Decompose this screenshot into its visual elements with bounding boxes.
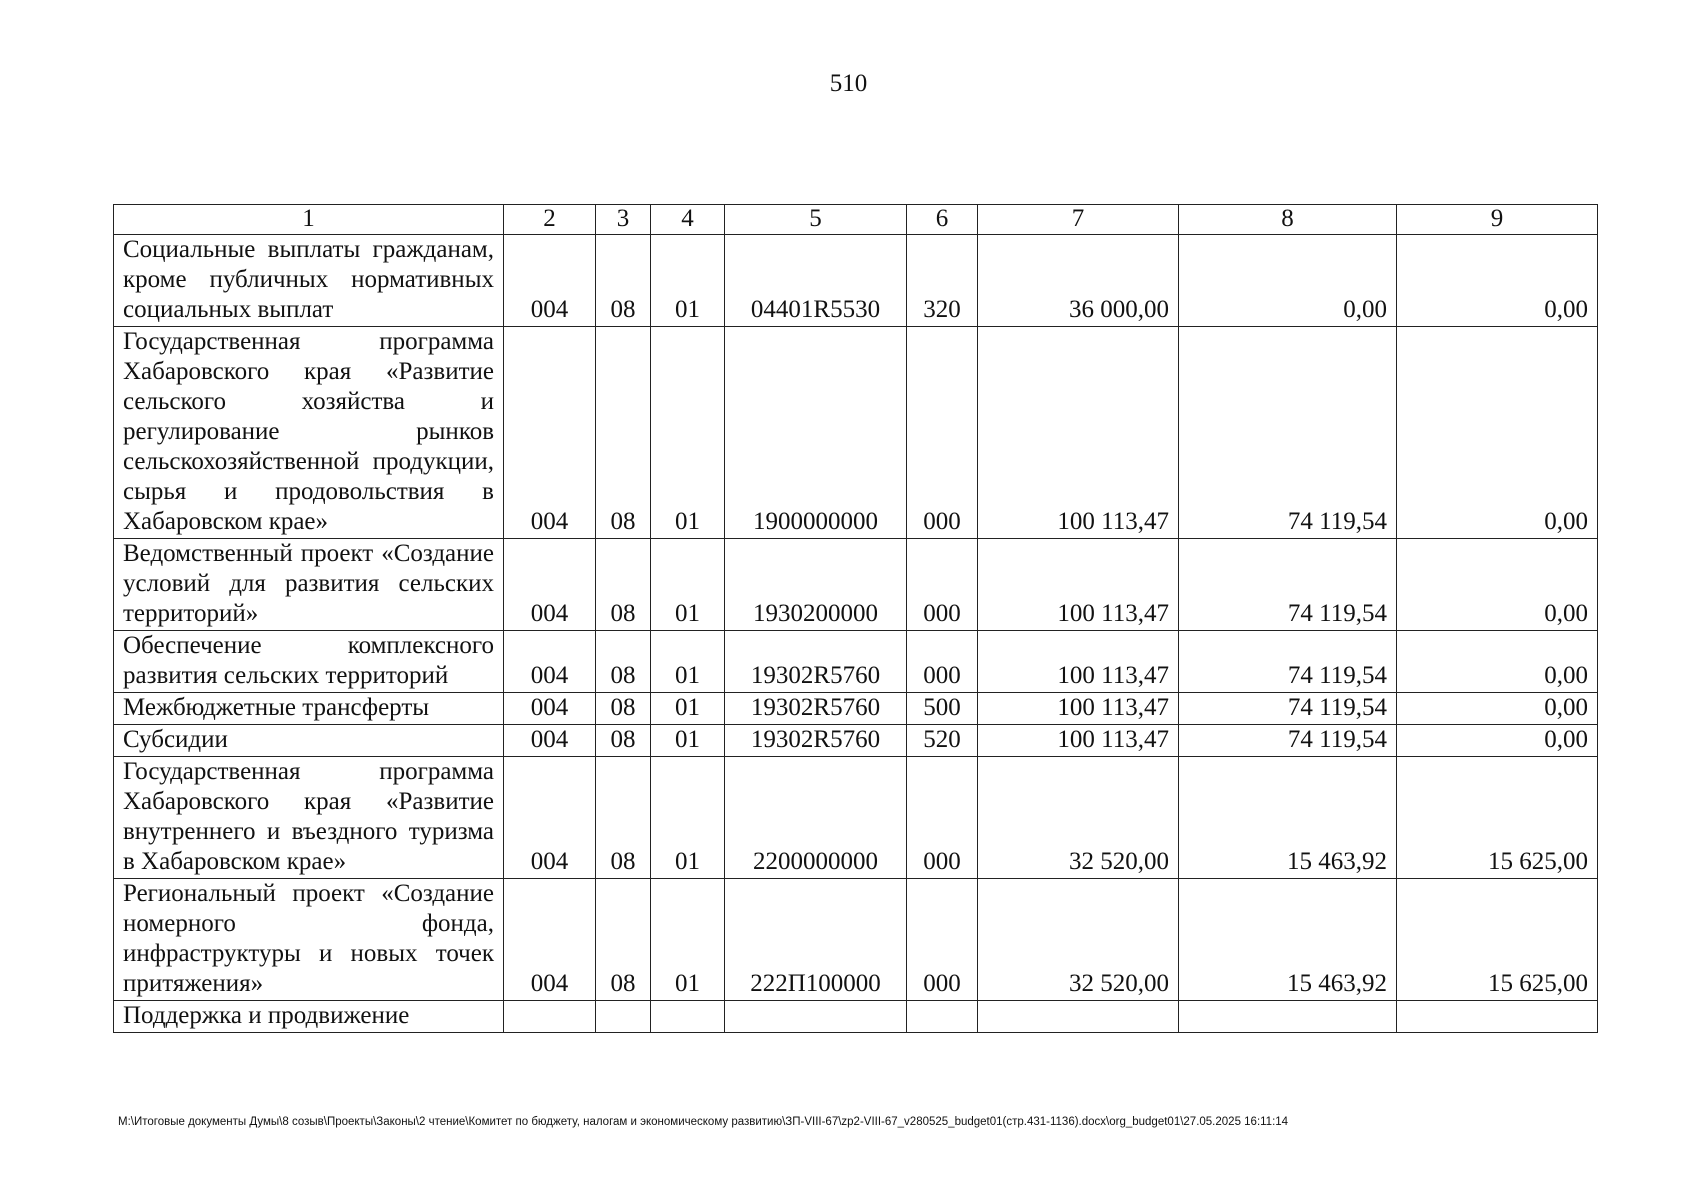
budget-table bbox=[113, 204, 1598, 1033]
cell-expense-type: 000 bbox=[907, 539, 978, 631]
cell-subsection: 01 bbox=[651, 757, 725, 879]
cell-subsection: 01 bbox=[651, 539, 725, 631]
cell-ministry: 004 bbox=[504, 235, 596, 327]
cell-target-article: 1930200000 bbox=[725, 539, 907, 631]
cell-subsection: 01 bbox=[651, 879, 725, 1001]
cell-amount-3: 0,00 bbox=[1397, 631, 1598, 693]
table-row bbox=[114, 693, 1598, 725]
cell-amount-1: 100 113,47 bbox=[978, 725, 1179, 757]
row-name: Обеспечение комплексного развития сельских территорий bbox=[114, 631, 504, 693]
cell-amount-1 bbox=[978, 1001, 1179, 1033]
cell-expense-type: 000 bbox=[907, 631, 978, 693]
cell-amount-1: 36 000,00 bbox=[978, 235, 1179, 327]
cell-ministry bbox=[504, 1001, 596, 1033]
cell-subsection: 01 bbox=[651, 631, 725, 693]
cell-ministry: 004 bbox=[504, 725, 596, 757]
cell-amount-3: 15 625,00 bbox=[1397, 879, 1598, 1001]
cell-subsection: 01 bbox=[651, 327, 725, 539]
cell-section: 08 bbox=[596, 327, 651, 539]
column-header-9: 9 bbox=[1397, 205, 1598, 235]
row-name: Субсидии bbox=[114, 725, 504, 757]
cell-expense-type: 000 bbox=[907, 879, 978, 1001]
cell-amount-3 bbox=[1397, 1001, 1598, 1033]
cell-ministry: 004 bbox=[504, 757, 596, 879]
table-row bbox=[114, 327, 1598, 539]
cell-amount-3: 0,00 bbox=[1397, 235, 1598, 327]
cell-amount-2: 74 119,54 bbox=[1179, 327, 1397, 539]
cell-section: 08 bbox=[596, 235, 651, 327]
cell-target-article: 19302R5760 bbox=[725, 725, 907, 757]
cell-section: 08 bbox=[596, 879, 651, 1001]
cell-amount-3: 0,00 bbox=[1397, 327, 1598, 539]
column-header-6: 6 bbox=[907, 205, 978, 235]
cell-amount-1: 100 113,47 bbox=[978, 693, 1179, 725]
cell-target-article bbox=[725, 1001, 907, 1033]
cell-amount-3: 0,00 bbox=[1397, 725, 1598, 757]
table-row bbox=[114, 757, 1598, 879]
cell-amount-1: 100 113,47 bbox=[978, 539, 1179, 631]
table-row bbox=[114, 631, 1598, 693]
cell-ministry: 004 bbox=[504, 327, 596, 539]
cell-target-article: 1900000000 bbox=[725, 327, 907, 539]
cell-subsection: 01 bbox=[651, 725, 725, 757]
header-row bbox=[114, 205, 1598, 235]
cell-subsection bbox=[651, 1001, 725, 1033]
cell-amount-2: 74 119,54 bbox=[1179, 539, 1397, 631]
cell-expense-type: 500 bbox=[907, 693, 978, 725]
cell-section: 08 bbox=[596, 757, 651, 879]
table-row bbox=[114, 879, 1598, 1001]
column-header-5: 5 bbox=[725, 205, 907, 235]
cell-amount-2: 15 463,92 bbox=[1179, 757, 1397, 879]
table-row bbox=[114, 235, 1598, 327]
cell-expense-type bbox=[907, 1001, 978, 1033]
cell-expense-type: 320 bbox=[907, 235, 978, 327]
row-name: Поддержка и продвижение bbox=[114, 1001, 504, 1033]
cell-target-article: 19302R5760 bbox=[725, 693, 907, 725]
cell-amount-2 bbox=[1179, 1001, 1397, 1033]
cell-ministry: 004 bbox=[504, 879, 596, 1001]
column-header-3: 3 bbox=[596, 205, 651, 235]
cell-amount-2: 74 119,54 bbox=[1179, 725, 1397, 757]
cell-expense-type: 000 bbox=[907, 757, 978, 879]
cell-amount-1: 32 520,00 bbox=[978, 879, 1179, 1001]
cell-expense-type: 520 bbox=[907, 725, 978, 757]
cell-amount-3: 0,00 bbox=[1397, 693, 1598, 725]
column-header-8: 8 bbox=[1179, 205, 1397, 235]
table-row bbox=[114, 539, 1598, 631]
cell-ministry: 004 bbox=[504, 693, 596, 725]
row-name: Государственная программа Хабаровского края «Развитие сельского хозяйства и регулирование рынков сельскохозяйственной продукции, сырья и продовольствия в Хабаровском крае» bbox=[114, 327, 504, 539]
table-row bbox=[114, 725, 1598, 757]
row-name: Региональный проект «Создание номерного фонда, инфраструктуры и новых точек притяжения» bbox=[114, 879, 504, 1001]
column-header-1: 1 bbox=[114, 205, 504, 235]
cell-amount-3: 0,00 bbox=[1397, 539, 1598, 631]
cell-subsection: 01 bbox=[651, 235, 725, 327]
footer-file-path: M:\Итоговые документы Думы\8 созыв\Проекты\Законы\2 чтение\Комитет по бюджету, налогам и экономическому развитию\ЗП-VIII-67\zp2-VIII-67_v280525_budget01(стр.431-1136).docx\org_budget01\27.05.2025 16:11:14 bbox=[118, 1116, 1289, 1128]
cell-amount-2: 74 119,54 bbox=[1179, 693, 1397, 725]
row-name: Ведомственный проект «Создание условий для развития сельских территорий» bbox=[114, 539, 504, 631]
cell-ministry: 004 bbox=[504, 631, 596, 693]
cell-subsection: 01 bbox=[651, 693, 725, 725]
cell-ministry: 004 bbox=[504, 539, 596, 631]
row-name: Социальные выплаты гражданам, кроме публичных нормативных социальных выплат bbox=[114, 235, 504, 327]
cell-section: 08 bbox=[596, 725, 651, 757]
cell-amount-1: 32 520,00 bbox=[978, 757, 1179, 879]
cell-target-article: 222П100000 bbox=[725, 879, 907, 1001]
cell-amount-2: 0,00 bbox=[1179, 235, 1397, 327]
column-header-4: 4 bbox=[651, 205, 725, 235]
cell-amount-2: 74 119,54 bbox=[1179, 631, 1397, 693]
cell-amount-3: 15 625,00 bbox=[1397, 757, 1598, 879]
cell-amount-2: 15 463,92 bbox=[1179, 879, 1397, 1001]
cell-section: 08 bbox=[596, 693, 651, 725]
cell-amount-1: 100 113,47 bbox=[978, 327, 1179, 539]
cell-section: 08 bbox=[596, 539, 651, 631]
table-row bbox=[114, 1001, 1598, 1033]
cell-expense-type: 000 bbox=[907, 327, 978, 539]
row-name: Государственная программа Хабаровского края «Развитие внутреннего и въездного туризма в Хабаровском крае» bbox=[114, 757, 504, 879]
cell-section bbox=[596, 1001, 651, 1033]
cell-section: 08 bbox=[596, 631, 651, 693]
column-header-7: 7 bbox=[978, 205, 1179, 235]
cell-target-article: 04401R5530 bbox=[725, 235, 907, 327]
cell-amount-1: 100 113,47 bbox=[978, 631, 1179, 693]
cell-target-article: 19302R5760 bbox=[725, 631, 907, 693]
cell-target-article: 2200000000 bbox=[725, 757, 907, 879]
page-number: 510 bbox=[829, 70, 868, 97]
column-header-2: 2 bbox=[504, 205, 596, 235]
row-name: Межбюджетные трансферты bbox=[114, 693, 504, 725]
